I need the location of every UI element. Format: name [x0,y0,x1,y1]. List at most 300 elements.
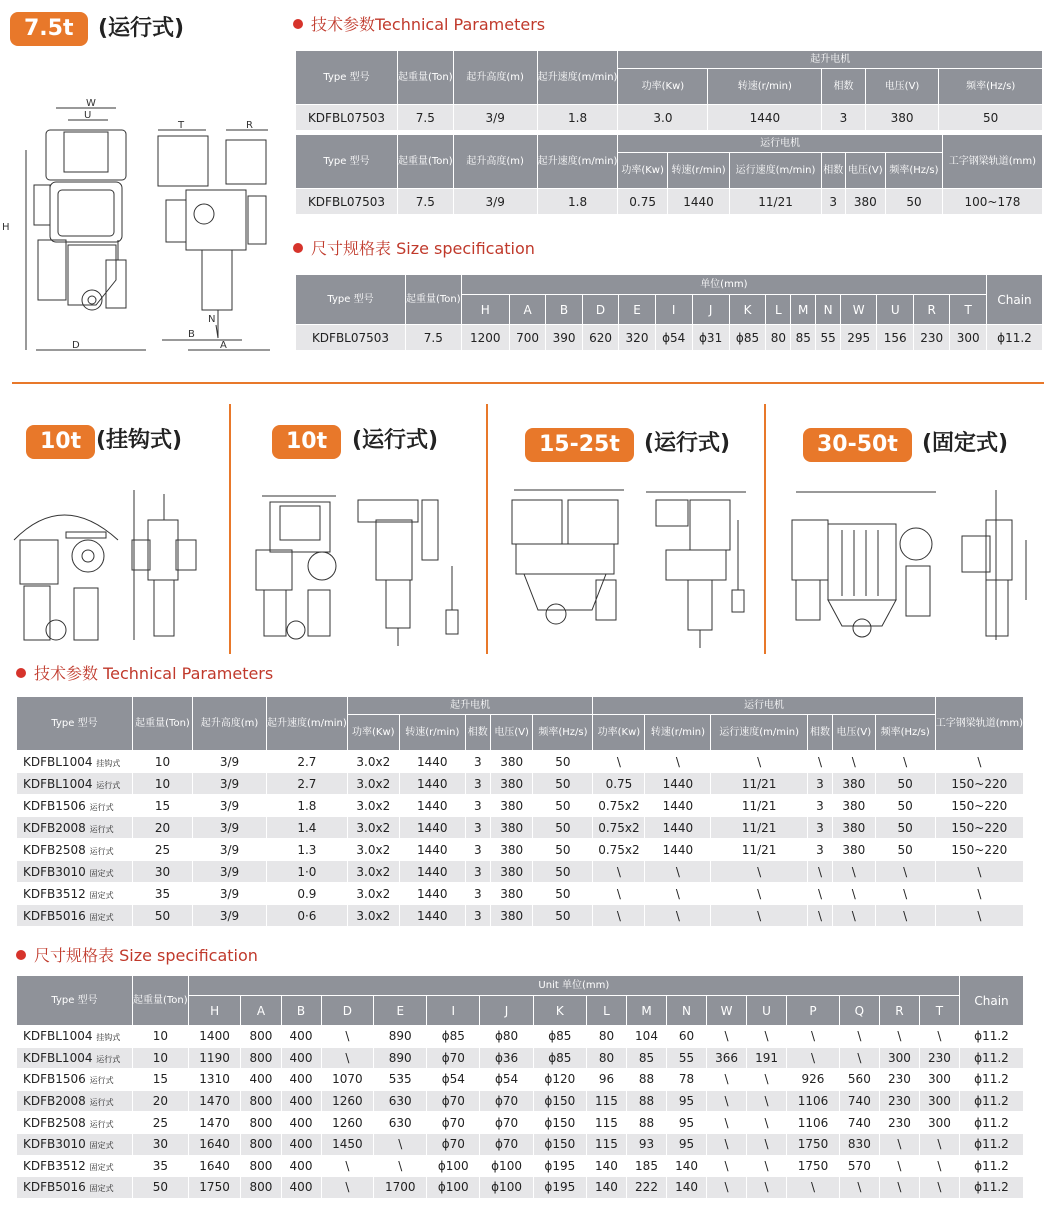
table-cell: \ [807,861,832,883]
cell-rpm: 1440 [667,189,729,215]
table-row [17,905,1024,927]
table-cell: 50 [133,905,193,927]
table-cell: 380 [490,817,533,839]
cell-dim: 156 [877,325,913,351]
cell-model [17,795,133,817]
header-dim-b: B [281,996,321,1026]
table-cell: \ [879,1133,919,1155]
model-code: KDFB1506 [23,1072,86,1087]
table-cell: ϕ70 [427,1112,480,1134]
header-dim-n: N [816,295,841,325]
table-cell: ϕ70 [480,1090,533,1112]
table-cell: 3.0x2 [347,817,399,839]
table-cell: ϕ70 [427,1133,480,1155]
table-cell: \ [747,1133,787,1155]
header-travel-motor: 运行电机 [618,135,942,153]
table-cell: 380 [490,795,533,817]
table-cell: 3 [465,795,490,817]
table-cell: 20 [133,1090,189,1112]
table-cell: 1260 [321,1090,374,1112]
table-cell: 93 [627,1133,667,1155]
table-cell: 50 [533,861,593,883]
table-cell: 300 [879,1047,919,1069]
dim-label-t: T [178,120,185,131]
table-cell: 50 [533,839,593,861]
model-type: 运行式 [89,846,114,856]
table-row [17,1133,1024,1155]
table-cell: 80 [586,1047,626,1069]
capacity-badge-10t-hook: 10t [26,425,95,459]
table-cell: \ [321,1047,374,1069]
cell-dim: 1200 [461,325,509,351]
header-phase: 相数 [822,69,865,105]
cell-model [17,1133,133,1155]
cell-lift-speed: 1.8 [537,105,618,131]
type-title-15-25t: (运行式) [644,431,731,456]
table-cell: ϕ11.2 [960,1069,1024,1091]
header-lift-motor: 起升电机 [618,51,1043,69]
section-title-size-7-5t [293,239,535,259]
table-cell: ϕ85 [427,1026,480,1048]
panel-divider [486,404,488,654]
table-cell: 50 [533,751,593,773]
table-cell: 890 [374,1047,427,1069]
table-cell: 380 [490,839,533,861]
table-cell: 1470 [188,1090,241,1112]
bullet-dot-icon [293,19,303,29]
header-travel-frequency: 频率(Hz/s) [875,715,935,751]
table-cell: 15 [133,795,193,817]
header-lift-motor: 起升电机 [347,697,593,715]
table-cell: 0.75x2 [593,795,645,817]
cell-model [17,883,133,905]
header-travel-phase: 相数 [807,715,832,751]
table-cell: \ [839,1026,879,1048]
header-dim-a: A [509,295,545,325]
table-cell: \ [875,751,935,773]
table-cell: ϕ150 [533,1133,586,1155]
table-cell: \ [645,751,711,773]
table-cell: 50 [533,795,593,817]
hoist-drawing-30-50t [786,480,1048,650]
table-cell: 1·0 [267,861,348,883]
table-cell: 50 [533,817,593,839]
header-dim-l: L [766,295,791,325]
table-cell: \ [707,1026,747,1048]
table-row [17,1177,1024,1199]
header-travel-speed: 运行速度(m/min) [730,153,822,189]
table-cell: \ [707,1112,747,1134]
table-cell: 3/9 [193,795,267,817]
table-cell: ϕ36 [480,1047,533,1069]
table-cell: 400 [281,1047,321,1069]
table-cell: 800 [241,1155,281,1177]
dim-label-d: D [72,340,80,351]
header-capacity: 起重量(Ton) [398,51,454,105]
cell-lift-height: 3/9 [453,105,537,131]
table-cell: 140 [667,1177,707,1199]
model-code: KDFB3512 [23,886,86,901]
table-cell: 630 [374,1090,427,1112]
table-cell: \ [807,883,832,905]
table-cell: \ [787,1177,840,1199]
table-cell: \ [833,751,876,773]
table-cell: \ [839,1047,879,1069]
table-cell: \ [321,1177,374,1199]
table-cell: \ [787,1026,840,1048]
table-cell: 1440 [399,817,465,839]
table-cell: 1640 [188,1155,241,1177]
table-cell: 115 [586,1112,626,1134]
section-title-text: 技术参数 Technical Parameters [34,664,274,683]
table-cell: \ [707,1177,747,1199]
table-row [17,1155,1024,1177]
table-cell: \ [593,751,645,773]
header-travel-rpm: 转速(r/min) [645,715,711,751]
header-dim-h: H [188,996,241,1026]
table-row [17,861,1024,883]
bullet-dot-icon [293,243,303,253]
table-cell: 380 [490,905,533,927]
table-cell: 1440 [645,817,711,839]
model-code: KDFB2508 [23,1115,86,1130]
table-cell: 104 [627,1026,667,1048]
header-lift-frequency: 频率(Hz/s) [533,715,593,751]
table-cell: \ [833,861,876,883]
table-row [17,817,1024,839]
header-dim-t: T [950,295,987,325]
cell-frequency: 50 [886,189,943,215]
header-power: 功率(Kw) [618,153,667,189]
table-cell: ϕ11.2 [960,1090,1024,1112]
table-cell: ϕ120 [533,1069,586,1091]
tech-params-table-7-5t [295,50,1043,131]
table-cell: 88 [627,1112,667,1134]
table-cell: ϕ11.2 [960,1112,1024,1134]
table-cell: 1440 [645,773,711,795]
table-cell: 10 [133,773,193,795]
table-cell: ϕ11.2 [960,1026,1024,1048]
header-dim-j: J [480,996,533,1026]
table-cell: 150~220 [935,839,1023,861]
table-cell: 1440 [399,773,465,795]
cell-dim: 300 [950,325,987,351]
cell-dim: 390 [546,325,582,351]
dim-label-u: U [84,110,92,121]
table-cell: ϕ54 [427,1069,480,1091]
table-cell: ϕ11.2 [960,1155,1024,1177]
cell-travel-speed: 11/21 [730,189,822,215]
table-cell: 3 [465,817,490,839]
table-cell: \ [919,1155,959,1177]
section-title-tech [16,664,273,684]
table-cell: 11/21 [711,773,808,795]
table-cell: 85 [627,1047,667,1069]
tech-params-table [16,696,1024,927]
cell-model [17,905,133,927]
header-dim-d: D [321,996,374,1026]
table-cell: 0·6 [267,905,348,927]
table-cell: 740 [839,1090,879,1112]
table-cell: \ [935,883,1023,905]
capacity-badge-10t-running: 10t [272,425,341,459]
header-power: 功率(Kw) [618,69,708,105]
table-cell: 50 [133,1177,189,1199]
table-cell: ϕ70 [427,1090,480,1112]
table-cell: 1440 [399,883,465,905]
table-cell: 3/9 [193,817,267,839]
header-type: Type 型号 [296,135,398,189]
table-cell: \ [321,1155,374,1177]
cell-dim: ϕ85 [729,325,766,351]
header-frequency: 频率(Hz/s) [939,69,1043,105]
capacity-badge-30-50t: 30-50t [803,428,912,462]
table-cell: 1310 [188,1069,241,1091]
table-cell: 1106 [787,1090,840,1112]
hoist-drawing-7-5t [2,98,282,362]
cell-rpm: 1440 [708,105,822,131]
model-type: 固定式 [89,868,114,878]
table-cell: \ [807,751,832,773]
table-cell: ϕ85 [533,1047,586,1069]
header-travel-motor: 运行电机 [593,697,935,715]
header-dim-b: B [546,295,582,325]
table-cell: 115 [586,1133,626,1155]
cell-dim: 85 [791,325,816,351]
model-code: KDFBL1004 [23,1050,93,1065]
cell-model: KDFBL07503 [296,325,406,351]
table-cell: 3.0x2 [347,861,399,883]
table-cell: 0.75 [593,773,645,795]
table-cell: 400 [241,1069,281,1091]
section-title-text: 尺寸规格表 Size specification [34,946,258,965]
table-cell: 150~220 [935,795,1023,817]
model-code: KDFBL1004 [23,1029,93,1044]
table-cell: \ [321,1026,374,1048]
table-cell: 1470 [188,1112,241,1134]
table-cell: 1.8 [267,795,348,817]
table-cell: \ [707,1155,747,1177]
cell-model [17,1090,133,1112]
table-cell: \ [747,1155,787,1177]
table-cell: 3.0x2 [347,795,399,817]
panel-divider [764,404,766,654]
header-dim-i: I [427,996,480,1026]
cell-model [17,861,133,883]
table-cell: \ [711,751,808,773]
table-cell: 88 [627,1090,667,1112]
table-cell: \ [593,905,645,927]
header-capacity: 起重量(Ton) [133,976,189,1026]
table-cell: \ [711,883,808,905]
model-code: KDFB2008 [23,820,86,835]
table-cell: ϕ150 [533,1090,586,1112]
table-cell: 60 [667,1026,707,1048]
table-cell: 50 [875,839,935,861]
table-cell: \ [875,861,935,883]
header-dim-p: P [787,996,840,1026]
header-beam: 工字钢梁轨道(mm) [935,697,1023,751]
table-cell: 50 [875,795,935,817]
header-unit: 单位(mm) [461,275,986,295]
header-dim-i: I [655,295,692,325]
table-cell: 30 [133,1133,189,1155]
table-cell: 140 [586,1155,626,1177]
table-cell: 1106 [787,1112,840,1134]
table-cell: 535 [374,1069,427,1091]
cell-dim: 620 [582,325,618,351]
cell-model [17,817,133,839]
table-cell: ϕ150 [533,1112,586,1134]
cell-voltage: 380 [845,189,885,215]
table-cell: 800 [241,1133,281,1155]
table-cell: 140 [667,1155,707,1177]
table-cell: 1640 [188,1133,241,1155]
cell-model [17,1177,133,1199]
header-lift-speed: 起升速度(m/min) [267,697,348,751]
table-row [17,1026,1024,1048]
table-cell: ϕ11.2 [960,1177,1024,1199]
model-type: 运行式 [96,780,121,790]
table-cell: 222 [627,1177,667,1199]
table-cell: 630 [374,1112,427,1134]
header-phase: 相数 [821,153,845,189]
table-cell: 380 [490,773,533,795]
header-unit: Unit 单位(mm) [188,976,959,996]
table-cell: 1070 [321,1069,374,1091]
table-cell: 230 [919,1047,959,1069]
cell-beam: 100~178 [942,189,1042,215]
table-cell: \ [919,1026,959,1048]
cell-dim: 295 [841,325,877,351]
table-cell: 230 [879,1112,919,1134]
table-cell: \ [935,905,1023,927]
table-cell: \ [374,1133,427,1155]
table-cell: ϕ70 [480,1133,533,1155]
table-cell: \ [935,861,1023,883]
table-cell: 230 [879,1069,919,1091]
table-cell: ϕ11.2 [960,1133,1024,1155]
header-type: Type 型号 [17,976,133,1026]
header-dim-e: E [374,996,427,1026]
model-code: KDFBL1004 [23,776,93,791]
model-code: KDFB5016 [23,908,86,923]
table-cell: 1440 [399,751,465,773]
table-cell: 1750 [787,1133,840,1155]
table-row [17,883,1024,905]
table-row [17,839,1024,861]
table-cell: \ [807,905,832,927]
table-cell: 800 [241,1112,281,1134]
table-cell: ϕ70 [427,1047,480,1069]
travel-params-table-7-5t [295,134,1043,215]
table-cell: 50 [875,773,935,795]
table-cell: 1260 [321,1112,374,1134]
table-cell: ϕ11.2 [960,1047,1024,1069]
table-cell: 0.75x2 [593,817,645,839]
table-cell: 380 [833,839,876,861]
cell-model [17,773,133,795]
table-cell: 3.0x2 [347,905,399,927]
table-cell: ϕ100 [427,1177,480,1199]
dim-label-h: H [2,222,10,233]
table-cell: 1750 [787,1155,840,1177]
table-cell: ϕ195 [533,1155,586,1177]
hoist-drawing-10t-running [246,480,476,650]
section-title-text: 尺寸规格表 Size specification [311,239,535,258]
table-cell: 50 [533,883,593,905]
bullet-dot-icon [16,950,26,960]
table-cell: \ [593,883,645,905]
table-cell: 380 [490,861,533,883]
header-dim-n: N [667,996,707,1026]
table-cell: \ [879,1155,919,1177]
type-title-10t-running: (运行式) [352,428,439,453]
table-cell: 95 [667,1090,707,1112]
table-cell: 1400 [188,1026,241,1048]
capacity-badge-7-5t: 7.5t [10,12,88,46]
table-cell: 830 [839,1133,879,1155]
cell-phase: 3 [822,105,865,131]
header-type: Type 型号 [296,275,406,325]
table-row [17,1112,1024,1134]
table-cell: \ [747,1112,787,1134]
table-cell: ϕ85 [533,1026,586,1048]
type-title-30-50t: (固定式) [922,431,1009,456]
table-cell: \ [839,1177,879,1199]
table-cell: 0.9 [267,883,348,905]
table-cell: \ [833,905,876,927]
table-cell: 3 [465,883,490,905]
table-cell: 10 [133,1047,189,1069]
type-title-7-5t: (运行式) [98,16,185,41]
table-cell: 380 [833,773,876,795]
table-cell: 191 [747,1047,787,1069]
table-cell: \ [707,1090,747,1112]
table-cell: 3.0x2 [347,751,399,773]
model-type: 固定式 [89,890,114,900]
table-cell: 3.0x2 [347,773,399,795]
table-cell: 35 [133,883,193,905]
table-cell: 50 [533,773,593,795]
table-cell: \ [879,1026,919,1048]
model-type: 运行式 [89,824,114,834]
section-divider [12,382,1044,384]
model-code: KDFB3010 [23,864,86,879]
table-cell: 95 [667,1133,707,1155]
table-cell: 11/21 [711,839,808,861]
table-cell: 400 [281,1026,321,1048]
header-lift-height: 起升高度(m) [453,135,537,189]
dim-label-n: N [208,314,216,325]
table-cell: 35 [133,1155,189,1177]
capacity-badge-15-25t: 15-25t [525,428,634,462]
cell-model [17,1155,133,1177]
header-type: Type 型号 [296,51,398,105]
table-cell: 140 [586,1177,626,1199]
dim-label-r: R [246,120,253,131]
table-cell: \ [593,861,645,883]
model-type: 挂钩式 [96,758,121,768]
header-lift-power: 功率(Kw) [347,715,399,751]
model-code: KDFB5016 [23,1180,86,1195]
table-cell: 3/9 [193,905,267,927]
table-cell: \ [645,861,711,883]
table-cell: 300 [919,1069,959,1091]
table-cell: 800 [241,1177,281,1199]
table-cell: 10 [133,751,193,773]
table-cell: 1.3 [267,839,348,861]
